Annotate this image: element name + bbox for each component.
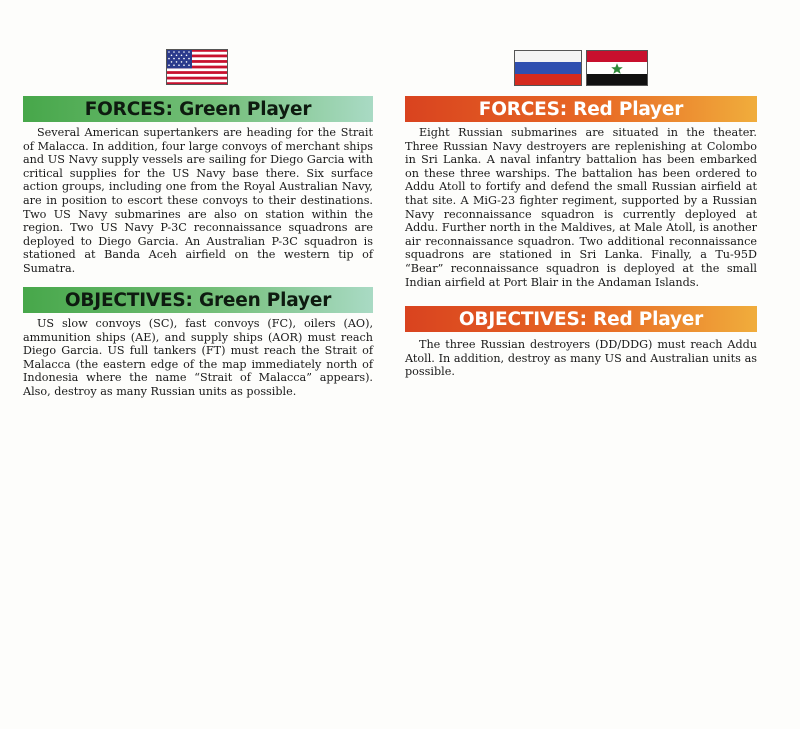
green-objectives-heading: OBJECTIVES: Green Player	[23, 287, 373, 313]
green-forces-heading: FORCES: Green Player	[23, 96, 373, 122]
red-player-flags	[514, 50, 648, 86]
red-objectives-text: The three Russian destroyers (DD/DDG) must reach Addu Atoll. In addition, destroy as many US and Australian units as possible.	[405, 338, 757, 379]
russia-flag-icon	[514, 50, 582, 86]
red-forces-heading: FORCES: Red Player	[405, 96, 757, 122]
green-objectives-text: US slow convoys (SC), fast convoys (FC), oilers (AO), ammunition ships (AE), and supply ships (AOR) must reach Diego Garcia. US full tankers (FT) must reach the Strait of Malacca (the eastern edge of the map immediately north of Indonesia where the name “Strait of Malacca” appears). Also, destroy as many Russian units as possible.	[23, 317, 373, 398]
red-objectives-heading: OBJECTIVES: Red Player	[405, 306, 757, 332]
syria-flag-icon	[586, 50, 648, 86]
green-player-flags	[166, 49, 228, 85]
red-forces-text: Eight Russian submarines are situated in the theater. Three Russian Navy destroyers are replenishing at Colombo in Sri Lanka. A naval infantry battalion has been embarked on these three warships. The battalion has been ordered to Addu Atoll to fortify and defend the small Russian airfield at that site. A MiG-23 fighter regiment, supported by a Russian Navy reconnaissance squadron is currently deployed at Addu. Further north in the Maldives, at Male Atoll, is another air reconnaissance squadron. Two additional reconnaissance squadrons are stationed in Sri Lanka. Finally, a Tu-95D “Bear” reconnaissance squadron is deployed at the small Indian airfield at Port Blair in the Andaman Islands.	[405, 126, 757, 289]
us-flag-icon	[166, 49, 228, 85]
green-forces-text: Several American supertankers are heading for the Strait of Malacca. In addition, four large convoys of merchant ships and US Navy supply vessels are sailing for Diego Garcia with critical supplies for the US Navy base there. Six surface action groups, including one from the Royal Australian Navy, are in position to escort these convoys to their destinations. Two US Navy submarines are also on station within the region. Two US Navy P-3C reconnaissance squadrons are deployed to Diego Garcia. An Australian P-3C squadron is stationed at Banda Aceh airfield on the western tip of Sumatra.	[23, 126, 373, 275]
